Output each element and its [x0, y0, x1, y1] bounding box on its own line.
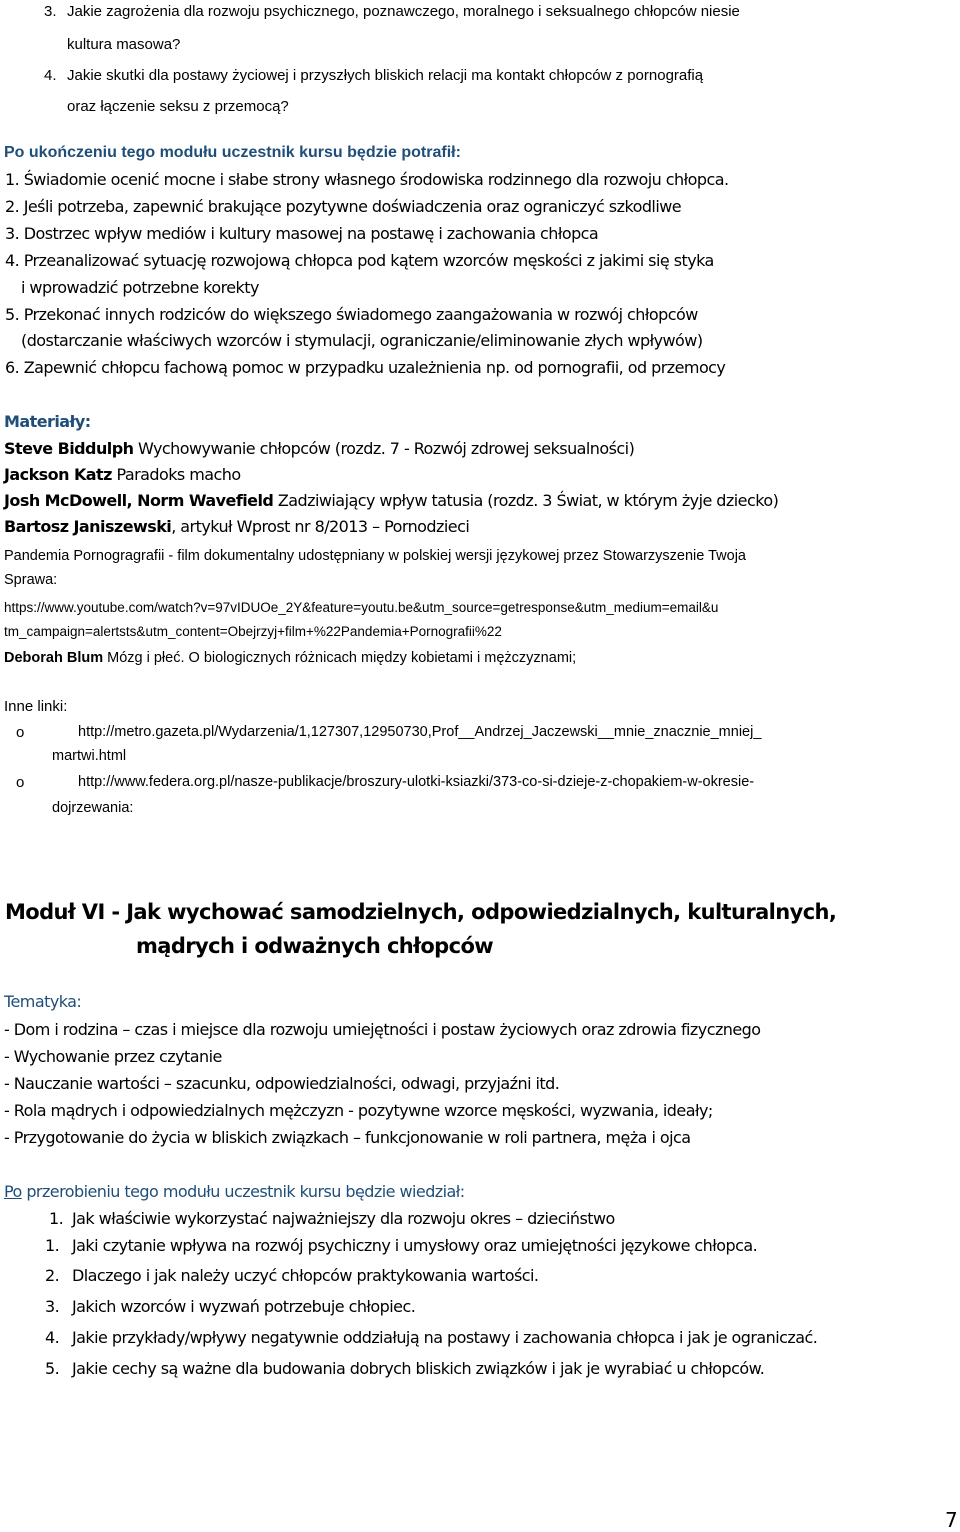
- material-subtitle: O biologicznych różnicach między kobietami i mężczyznami;: [184, 650, 577, 666]
- knowledge-heading-po: Po: [4, 1182, 22, 1201]
- outcome-item: 6. Zapewnić chłopcu fachową pomoc w przypadku uzależnienia np. od pornografii, od przemocy: [5, 358, 726, 377]
- outcome-item: (dostarczanie właściwych wzorców i stymulacji, ograniczanie/eliminowanie złych wpływów): [21, 331, 703, 350]
- module-title: mądrych i odważnych chłopców: [136, 934, 494, 958]
- knowledge-number: 3.: [45, 1297, 60, 1316]
- outcome-item: 5. Przekonać innych rodziców do większego świadomego zaangażowania w rozwój chłopców: [5, 305, 698, 324]
- outcome-item: 2. Jeśli potrzeba, zapewnić brakujące pozytywne doświadczenia oraz ograniczyć szkodliwe: [5, 197, 682, 216]
- module-title: Moduł VI - Jak wychować samodzielnych, odpowiedzialnych, kulturalnych,: [5, 900, 837, 924]
- knowledge-number: 1.: [49, 1209, 64, 1228]
- topic-item: - Przygotowanie do życia w bliskich związkach – funkcjonowanie w roli partnera, męża i ojca: [4, 1128, 691, 1147]
- topics-heading: Tematyka:: [4, 992, 82, 1011]
- material-title: Paradoks macho: [111, 465, 241, 484]
- bullet: o: [16, 724, 25, 741]
- knowledge-heading: [4, 1182, 465, 1201]
- material-author: Deborah Blum: [4, 650, 104, 666]
- knowledge-number: 4.: [45, 1328, 60, 1347]
- material-entry: [4, 439, 634, 458]
- outcome-item: i wprowadzić potrzebne korekty: [21, 278, 259, 297]
- knowledge-item: Jakie przykłady/wpływy negatywnie oddziałują na postawy i zachowania chłopca i jak je ograniczać.: [72, 1328, 818, 1347]
- external-link[interactable]: dojrzewania:: [52, 800, 134, 816]
- external-link[interactable]: http://www.federa.org.pl/nasze-publikacje/broszury-ulotki-ksiazki/373-co-si-dzieje-z-chopakiem-w-okresie-: [78, 774, 755, 790]
- film-link[interactable]: tm_campaign=alertsts&utm_content=Obejrzyj+film+%22Pandemia+Pornografii%22: [4, 624, 502, 639]
- knowledge-number: 2.: [45, 1266, 60, 1285]
- material-entry: [4, 465, 241, 484]
- topic-item: - Dom i rodzina – czas i miejsce dla rozwoju umiejętności i postaw życiowych oraz zdrowia fizycznego: [4, 1020, 761, 1039]
- material-title: , artykuł Wprost nr 8/2013 – Pornodzieci: [171, 517, 470, 536]
- page-number: 7: [945, 1508, 958, 1532]
- knowledge-item: Jakie cechy są ważne dla budowania dobrych bliskich związków i jak je wyrabiać u chłopców.: [72, 1359, 765, 1378]
- topic-item: - Nauczanie wartości – szacunku, odpowiedzialności, odwagi, przyjaźni itd.: [4, 1074, 560, 1093]
- material-title: Mózg i płeć.: [103, 650, 185, 666]
- knowledge-number: 5.: [45, 1359, 60, 1378]
- outcome-item: 4. Przeanalizować sytuację rozwojową chłopca pod kątem wzorców męskości z jakimi się styka: [5, 251, 714, 270]
- film-description: Pandemia Pornogragrafii - film dokumentalny udostępniany w polskiej wersji językowej przez Stowarzyszenie Twoja: [4, 548, 746, 564]
- material-entry: [4, 517, 469, 536]
- outcome-item: 3. Dostrzec wpływ mediów i kultury masowej na postawę i zachowania chłopca: [5, 224, 599, 243]
- list-item-text: Jakie skutki dla postawy życiowej i przyszłych bliskich relacji ma kontakt chłopców z pornografią: [67, 67, 704, 84]
- material-entry: [4, 650, 576, 666]
- material-title: Zadziwiający wpływ tatusia (rozdz. 3 Świat, w którym żyje dziecko): [273, 491, 779, 510]
- list-number: 4.: [44, 67, 57, 84]
- knowledge-item: Jak właściwie wykorzystać najważniejszy dla rozwoju okres – dzieciństwo: [72, 1209, 615, 1228]
- list-item-text: oraz łączenie seksu z przemocą?: [67, 98, 289, 115]
- list-number: 3.: [44, 3, 57, 20]
- knowledge-number: 1.: [45, 1236, 60, 1255]
- list-item-text: Jakie zagrożenia dla rozwoju psychicznego, poznawczego, moralnego i seksualnego chłopców niesie: [67, 3, 740, 20]
- links-heading: Inne linki:: [4, 698, 68, 715]
- outcomes-heading: Po ukończeniu tego modułu uczestnik kursu będzie potrafił:: [4, 144, 461, 161]
- knowledge-item: Jaki czytanie wpływa na rozwój psychiczny i umysłowy oraz umiejętności językowe chłopca.: [72, 1236, 758, 1255]
- external-link[interactable]: martwi.html: [52, 748, 127, 764]
- knowledge-heading-rest: przerobieniu tego modułu uczestnik kursu będzie wiedział:: [21, 1182, 465, 1201]
- film-description: Sprawa:: [4, 572, 58, 588]
- material-entry: [4, 491, 778, 510]
- knowledge-item: Jakich wzorców i wyzwań potrzebuje chłopiec.: [72, 1297, 416, 1316]
- topic-item: - Rola mądrych i odpowiedzialnych mężczyzn - pozytywne wzorce męskości, wyzwania, ideały;: [4, 1101, 713, 1120]
- material-author: Steve Biddulph: [4, 439, 134, 458]
- bullet: o: [16, 774, 25, 791]
- list-item-text: kultura masowa?: [67, 36, 181, 53]
- topic-item: - Wychowanie przez czytanie: [4, 1047, 222, 1066]
- material-author: Jackson Katz: [4, 465, 112, 484]
- knowledge-item: Dlaczego i jak należy uczyć chłopców praktykowania wartości.: [72, 1266, 539, 1285]
- material-author: Josh McDowell, Norm Wavefield: [4, 491, 274, 510]
- external-link[interactable]: http://metro.gazeta.pl/Wydarzenia/1,127307,12950730,Prof__Andrzej_Jaczewski__mnie_znacznie_mniej_: [78, 724, 762, 740]
- film-link[interactable]: https://www.youtube.com/watch?v=97vIDUOe_2Y&feature=youtu.be&utm_source=getresponse&utm_medium=email&u: [4, 600, 719, 615]
- outcome-item: 1. Świadomie ocenić mocne i słabe strony własnego środowiska rodzinnego dla rozwoju chłopca.: [5, 170, 729, 189]
- materials-heading: Materiały:: [4, 412, 91, 431]
- material-author: Bartosz Janiszewski: [4, 517, 172, 536]
- material-title: Wychowywanie chłopców (rozdz. 7 - Rozwój zdrowej seksualności): [133, 439, 635, 458]
